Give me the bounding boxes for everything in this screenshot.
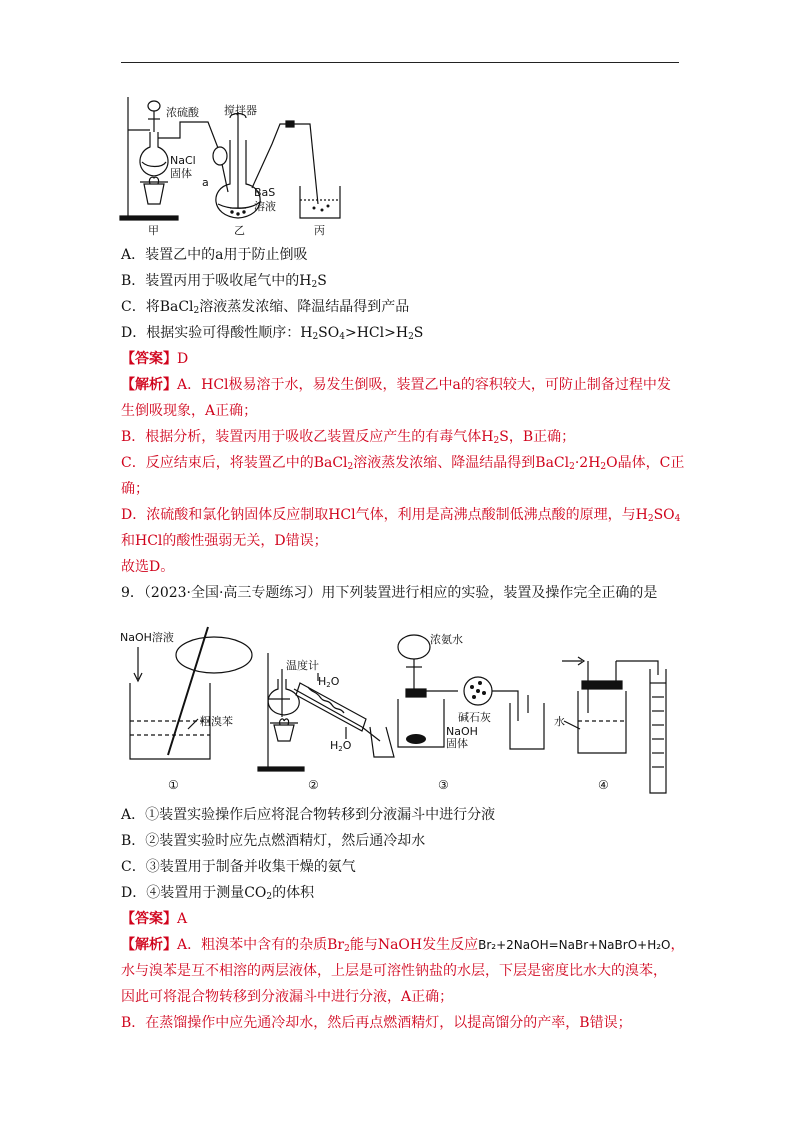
- label-thermometer: 温度计: [286, 659, 319, 672]
- q8-analysis-line-2: 生倒吸现象，A正确；: [121, 403, 258, 419]
- q8-option-d: D．根据实验可得酸性顺序：$H_2SO_4>HCl>H_2S$: [121, 325, 424, 342]
- label-apparatus-1: ①: [168, 778, 179, 792]
- label-naoh-solid: 固体: [446, 737, 468, 750]
- q9-stem: 9．（2023·全国·高三专题练习）用下列装置进行相应的实验，装置及操作完全正确的是: [121, 585, 658, 601]
- q9-analysis-line-2: 水与溴苯是互不相溶的两层液体，上层是可溶性钠盐的水层，下层是密度比水大的溴苯，: [121, 963, 667, 979]
- label-apparatus-2: ②: [308, 778, 319, 792]
- q8-conclusion: 故选D。: [121, 559, 175, 575]
- q8-option-b: B．装置丙用于吸收尾气中的$H_2S$: [121, 273, 327, 290]
- q9-option-c: C．③装置用于制备并收集干燥的氨气: [121, 859, 356, 875]
- q8-analysis-line-3: B．根据分析，装置丙用于吸收乙装置反应产生的有毒气体$H_2S$，B正确；: [121, 429, 576, 446]
- q8-analysis-line-6: D．浓硫酸和氯化钠固体反应制取HCl气体，利用是高沸点酸制低沸点酸的原理，与$H_2SO_4$: [121, 507, 681, 524]
- label-soda-lime: 碱石灰: [458, 711, 491, 724]
- q9-option-a: A．①装置实验操作后应将混合物转移到分液漏斗中进行分液: [121, 807, 496, 823]
- label-apparatus-4: ④: [598, 778, 609, 792]
- label-h2o-bottom: H2O: [330, 739, 352, 753]
- q9-answer: 【答案】A: [121, 911, 188, 927]
- label-naoh-solution: NaOH溶液: [120, 631, 174, 644]
- apparatus-figure-2: [118, 617, 684, 797]
- label-bas: BaS: [254, 186, 276, 199]
- q8-analysis-line-1: 【解析】A．HCl极易溶于水，易发生倒吸，装置乙中a的容积较大，可防止制备过程中发: [121, 377, 671, 393]
- label-water: 水: [554, 715, 565, 728]
- label-a: a: [202, 176, 209, 189]
- label-jia: 甲: [148, 224, 159, 237]
- label-apparatus-3: ③: [438, 778, 449, 792]
- label-bing: 丙: [314, 224, 325, 237]
- q9-analysis-line-4: B．在蒸馏操作中应先通冷却水，然后再点燃酒精灯，以提高馏分的产率，B错误；: [121, 1015, 632, 1031]
- q9-analysis-line-1: 【解析】A．粗溴苯中含有的杂质$Br_2$能与NaOH发生反应Br₂+2NaOH=NaBr+NaBrO+H₂O，: [121, 937, 685, 954]
- q9-option-d: D．④装置用于测量$CO_2$的体积: [121, 885, 315, 902]
- q8-option-a: A．装置乙中的a用于防止倒吸: [121, 247, 308, 263]
- q9-analysis-line-3: 因此可将混合物转移到分液漏斗中进行分液，A正确；: [121, 989, 454, 1005]
- label-naoh: NaOH: [446, 725, 478, 738]
- label-crude-bromobenzene: 粗溴苯: [200, 715, 233, 728]
- q8-analysis-line-4: C．反应结束后，将装置乙中的BaCl$_2$溶液蒸发浓缩、降温结晶得到$BaCl_2\cdot 2H_2O$晶体，C正: [121, 455, 685, 472]
- label-solid: 固体: [170, 167, 192, 180]
- reaction-equation: Br₂+2NaOH=NaBr+NaBrO+H₂O: [478, 938, 671, 952]
- label-h2o-top: H2O: [318, 675, 340, 689]
- apparatus-figure-1: [118, 92, 348, 238]
- label-nacl: NaCl: [170, 154, 196, 167]
- label-conc-ammonia: 浓氨水: [430, 633, 463, 646]
- label-solution: 溶液: [254, 200, 276, 213]
- q8-analysis-line-5: 确；: [121, 481, 149, 497]
- q8-analysis-line-7: 和HCl的酸性强弱无关，D错误；: [121, 533, 328, 549]
- label-stirrer: 搅拌器: [224, 104, 257, 117]
- header-rule: [121, 62, 679, 63]
- q8-option-c: C．将BaCl$_2$溶液蒸发浓缩、降温结晶得到产品: [121, 299, 410, 316]
- label-conc-sulfuric-acid: 浓硫酸: [166, 106, 199, 119]
- q8-answer: 【答案】D: [121, 351, 189, 367]
- label-yi: 乙: [234, 224, 245, 237]
- q9-option-b: B．②装置实验时应先点燃酒精灯，然后通冷却水: [121, 833, 426, 849]
